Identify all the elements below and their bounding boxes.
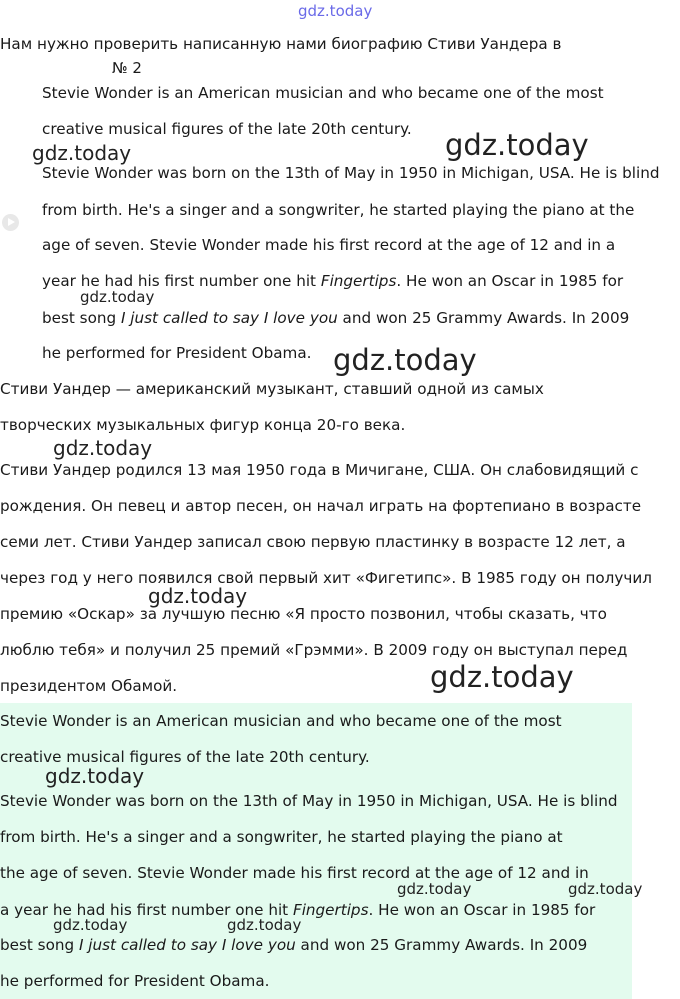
check-line-8: he performed for President Obama. [42,344,312,362]
watermark-top: gdz.today [298,2,373,20]
watermark-11: gdz.today [53,916,128,934]
song-title-i-just-called: I just called to say I love you [120,309,338,327]
check-line-5: age of seven. Stevie Wonder made his first record at the age of 12 and in a [42,236,616,254]
translation-line-7: премию «Оскар» за лучшую песню «Я просто позвонил, чтобы сказать, что [0,605,607,623]
answer-line-6: a year he had his first number one hit Fingertips. He won an Oscar in 1985 for [0,901,596,919]
answer-song-title-fingertips: Fingertips [292,901,369,919]
watermark-7: gdz.today [430,660,574,694]
translation-line-4: рождения. Он певец и автор песен, он начал играть на фортепиано в возрасте [0,497,642,515]
check-line-4: from birth. He's a singer and a songwriter, he started playing the piano at the [42,201,635,219]
translation-line-3: Стиви Уандер родился 13 мая 1950 года в Мичигане, США. Он слабовидящий с [0,461,639,479]
check-line-2: creative musical figures of the late 20th century. [42,120,412,138]
answer-line-2: creative musical figures of the late 20th century. [0,748,370,766]
translation-line-5: семи лет. Стиви Уандер записал свою первую пластинку в возрасте 12 лет, а [0,533,626,551]
watermark-10: gdz.today [568,880,643,898]
check-line-6: year he had his first number one hit Fingertips. He won an Oscar in 1985 for [42,272,624,290]
answer-line-4: from birth. He's a singer and a songwriter, he started playing the piano at [0,828,563,846]
translation-line-6: через год у него появился свой первый хит «Фигетипс». В 1985 году он получил [0,569,652,587]
answer-line-5: the age of seven. Stevie Wonder made his first record at the age of 12 and in [0,864,589,882]
watermark-8: gdz.today [45,764,145,788]
check-line-7: best song I just called to say I love you and won 25 Grammy Awards. In 2009 [42,309,630,327]
watermark-2: gdz.today [32,141,132,165]
watermark-12: gdz.today [227,916,302,934]
answer-song-title-i-just-called: I just called to say I love you [78,936,296,954]
watermark-6: gdz.today [148,584,248,608]
song-title-fingertips: Fingertips [320,272,397,290]
watermark-9: gdz.today [397,880,472,898]
translation-line-1: Стиви Уандер — американский музыкант, ставший одной из самых [0,380,544,398]
play-icon[interactable] [2,214,19,231]
answer-line-7: best song I just called to say I love you and won 25 Grammy Awards. In 2009 [0,936,588,954]
check-line-1: Stevie Wonder is an American musician and who became one of the most [42,84,604,102]
translation-line-8: люблю тебя» и получил 25 премий «Грэмми». В 2009 году он выступал перед [0,641,628,659]
answer-line-8: he performed for President Obama. [0,972,270,990]
watermark-3: gdz.today [80,288,155,306]
translation-line-9: президентом Обамой. [0,677,178,695]
watermark-1: gdz.today [445,128,589,162]
answer-line-3: Stevie Wonder was born on the 13th of May in 1950 in Michigan, USA. He is blind [0,792,618,810]
intro-text: Нам нужно проверить написанную нами биографию Стиви Уандера в [0,35,562,53]
intro-cut-text: № 2 [112,59,142,77]
check-line-3: Stevie Wonder was born on the 13th of May in 1950 in Michigan, USA. He is blind [42,164,660,182]
answer-line-1: Stevie Wonder is an American musician and who became one of the most [0,712,562,730]
watermark-4: gdz.today [333,343,477,377]
watermark-5: gdz.today [53,436,153,460]
translation-line-2: творческих музыкальных фигур конца 20-го века. [0,416,406,434]
